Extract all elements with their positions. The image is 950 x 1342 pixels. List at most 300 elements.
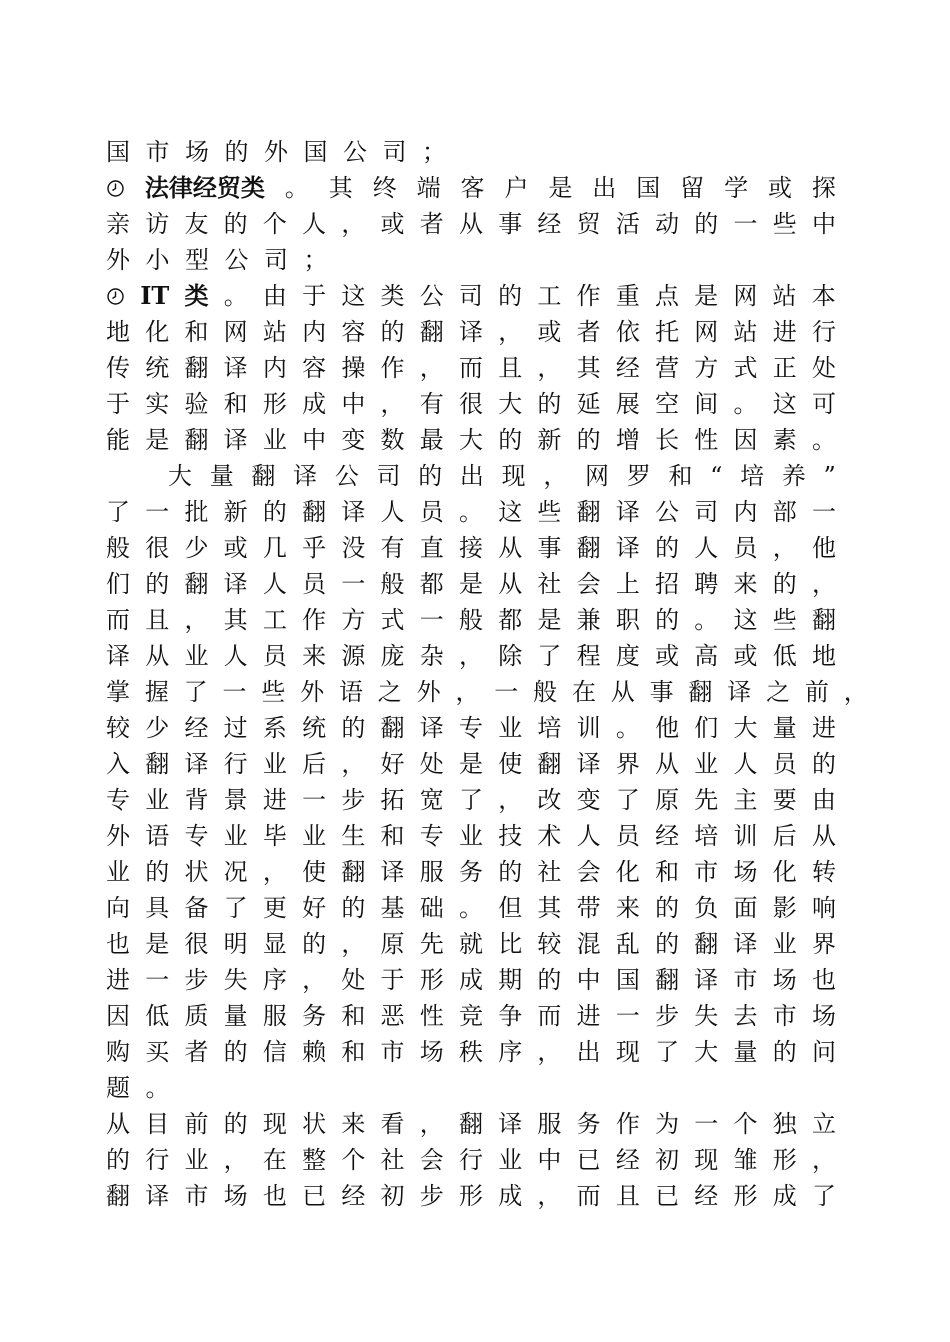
text-char: 量 xyxy=(733,1038,758,1066)
text-char: 也 xyxy=(106,930,130,958)
text-char: 场 xyxy=(223,1182,248,1210)
text-char: 大 xyxy=(168,462,192,490)
text-char: 翻 xyxy=(419,318,444,346)
paragraph-line xyxy=(106,422,836,458)
text-char: 是 xyxy=(458,750,483,778)
text-char: 而 xyxy=(106,606,130,634)
text-char: 的 xyxy=(145,570,170,598)
text-char: 翻 xyxy=(251,462,276,490)
text-char: 或 xyxy=(655,642,680,670)
text-char: 业 xyxy=(106,858,130,886)
text-char: 且 xyxy=(615,1182,640,1210)
text-char: 之 xyxy=(766,678,791,706)
text-char: 一 xyxy=(341,570,366,598)
text-char: 长 xyxy=(655,426,680,454)
text-char: 人 xyxy=(223,642,248,670)
text-char: 新 xyxy=(537,426,562,454)
text-char: 作 xyxy=(576,282,601,310)
text-char: 且 xyxy=(145,606,170,634)
text-char: 一 xyxy=(694,1110,719,1138)
text-char: 作 xyxy=(615,1110,640,1138)
text-char: 在 xyxy=(262,1146,287,1174)
text-char: 数 xyxy=(380,426,405,454)
text-char: 网 xyxy=(223,318,248,346)
text-char: 经 xyxy=(341,1182,366,1210)
text-char: 的 xyxy=(537,966,562,994)
text-char: 留 xyxy=(680,174,705,202)
text-char: 经 xyxy=(184,714,209,742)
text-char: 网 xyxy=(585,462,610,490)
text-char: 步 xyxy=(341,786,366,814)
text-char: 中 xyxy=(537,1146,562,1174)
text-char: 几 xyxy=(262,534,287,562)
text-char: ， xyxy=(341,210,366,238)
text-char: 接 xyxy=(458,534,483,562)
text-char: 能 xyxy=(106,426,130,454)
text-char: 展 xyxy=(615,390,640,418)
text-char: 础 xyxy=(419,894,444,922)
text-char: 是 xyxy=(537,606,562,634)
text-char: 也 xyxy=(262,1182,287,1210)
text-char: 步 xyxy=(419,1182,444,1210)
text-char: 是 xyxy=(145,426,170,454)
text-char: ； xyxy=(303,246,328,274)
text-char: 译 xyxy=(498,1110,523,1138)
text-char: 社 xyxy=(537,858,562,886)
text-char: 进 xyxy=(106,966,130,994)
text-char: 活 xyxy=(615,210,640,238)
text-char: 原 xyxy=(380,930,405,958)
text-char: 会 xyxy=(576,858,601,886)
text-char: 一 xyxy=(615,1002,640,1030)
text-char: ， xyxy=(498,318,523,346)
text-char: 站 xyxy=(262,318,287,346)
text-char: 序 xyxy=(498,1038,523,1066)
text-char: ， xyxy=(302,966,327,994)
text-char: 事 xyxy=(498,210,523,238)
text-char: 外 xyxy=(106,822,130,850)
text-char: 有 xyxy=(419,390,444,418)
text-char: 量 xyxy=(772,714,797,742)
paragraph-line xyxy=(106,350,836,386)
paragraph-line xyxy=(106,890,836,926)
text-char: 。 xyxy=(811,426,836,454)
text-char: 译 xyxy=(223,570,248,598)
paragraph-line xyxy=(106,1070,836,1106)
text-char: 术 xyxy=(537,822,562,850)
text-char: ， xyxy=(772,534,797,562)
text-char: 出 xyxy=(576,1038,601,1066)
text-char: 翻 xyxy=(576,534,601,562)
text-char: 都 xyxy=(419,570,444,598)
text-char: 争 xyxy=(498,1002,523,1030)
text-char: 翻 xyxy=(576,498,601,526)
text-char: 一 xyxy=(145,498,170,526)
text-char: 作 xyxy=(302,606,327,634)
text-char: 经 xyxy=(694,1182,719,1210)
clock-icon xyxy=(106,287,125,306)
paragraph-line xyxy=(106,854,836,890)
text-char: 译 xyxy=(419,714,444,742)
text-char: 由 xyxy=(262,282,287,310)
text-char: 。 xyxy=(458,498,483,526)
text-char: 市 xyxy=(184,1182,209,1210)
text-char: 大 xyxy=(458,426,483,454)
text-char: 生 xyxy=(341,822,366,850)
text-char: 直 xyxy=(419,534,444,562)
text-char: 专 xyxy=(106,786,130,814)
text-char: ， xyxy=(455,678,480,706)
text-char: 和 xyxy=(341,1038,366,1066)
text-char: 进 xyxy=(262,786,287,814)
text-char: 上 xyxy=(615,570,640,598)
text-char: 进 xyxy=(576,1002,601,1030)
text-char: 但 xyxy=(498,894,523,922)
text-char: 较 xyxy=(537,930,562,958)
text-char: 般 xyxy=(458,606,483,634)
text-char: 。 xyxy=(615,714,640,742)
text-char: 的 xyxy=(537,390,562,418)
text-char: 了 xyxy=(106,498,130,526)
text-char: 个 xyxy=(341,1146,366,1174)
text-char: ， xyxy=(184,606,209,634)
text-char: 翻 xyxy=(106,1182,130,1210)
clock-icon xyxy=(106,179,125,198)
text-char: 为 xyxy=(655,1110,680,1138)
text-char: 般 xyxy=(106,534,130,562)
text-char: 从 xyxy=(145,642,170,670)
text-char: 端 xyxy=(416,174,441,202)
text-char: 要 xyxy=(772,786,797,814)
text-char: 源 xyxy=(341,642,366,670)
text-char: 变 xyxy=(576,786,601,814)
text-char: 秩 xyxy=(458,1038,483,1066)
text-char: 翻 xyxy=(537,750,562,778)
text-char: 一 xyxy=(494,678,519,706)
text-char: 兼 xyxy=(576,606,601,634)
text-char: 现 xyxy=(694,1146,719,1174)
text-char: 内 xyxy=(262,354,287,382)
text-char: 们 xyxy=(694,714,719,742)
text-char: 来 xyxy=(615,894,640,922)
text-char: 的 xyxy=(106,1146,130,1174)
text-char: 动 xyxy=(655,210,680,238)
text-char: 的 xyxy=(224,138,249,166)
text-char: 且 xyxy=(498,354,523,382)
text-char: 译 xyxy=(341,498,366,526)
text-char: 更 xyxy=(262,894,287,922)
text-char: 形 xyxy=(419,966,444,994)
text-char: 业 xyxy=(498,714,523,742)
text-char: 原 xyxy=(655,786,680,814)
text-char: 中 xyxy=(576,966,601,994)
text-char: 译 xyxy=(145,1182,170,1210)
text-char: 网 xyxy=(733,282,758,310)
text-char: 宽 xyxy=(419,786,444,814)
text-char: 从 xyxy=(106,1110,130,1138)
text-char: 这 xyxy=(498,498,523,526)
text-char: 带 xyxy=(576,894,601,922)
text-char: 访 xyxy=(145,210,170,238)
text-char: 翻 xyxy=(655,966,680,994)
text-char: 具 xyxy=(145,894,170,922)
text-char: 译 xyxy=(727,678,752,706)
text-char: 训 xyxy=(733,822,758,850)
text-char: 翻 xyxy=(184,354,209,382)
text-char: 的 xyxy=(655,534,680,562)
list-item-title-latin: IT xyxy=(140,281,170,310)
text-char: 量 xyxy=(209,462,234,490)
text-char: 已 xyxy=(655,1182,680,1210)
text-char: 这 xyxy=(341,282,366,310)
text-char: 已 xyxy=(302,1182,327,1210)
text-char: 了 xyxy=(537,642,562,670)
text-char: 和 xyxy=(341,1002,366,1030)
text-char: 主 xyxy=(733,786,758,814)
text-char: 和 xyxy=(668,462,693,490)
text-char: 员 xyxy=(733,534,758,562)
text-char: 从 xyxy=(458,210,483,238)
text-char: 方 xyxy=(341,606,366,634)
text-char: 大 xyxy=(694,1038,719,1066)
text-char: 的 xyxy=(262,498,287,526)
text-char: 空 xyxy=(655,390,680,418)
text-char: 延 xyxy=(576,390,601,418)
text-char: 训 xyxy=(576,714,601,742)
text-char: 翻 xyxy=(458,1110,483,1138)
paragraph-line xyxy=(106,134,836,170)
text-char: 员 xyxy=(615,822,640,850)
text-char: 大 xyxy=(498,390,523,418)
paragraph-line xyxy=(106,1178,836,1214)
text-char: 竞 xyxy=(458,1002,483,1030)
text-char: 现 xyxy=(501,462,526,490)
list-item-title-han: 类 xyxy=(184,281,209,310)
text-char: 培 xyxy=(694,822,719,850)
text-char: 化 xyxy=(772,858,797,886)
text-char: 好 xyxy=(302,894,327,922)
text-char: 和 xyxy=(380,822,405,850)
text-char: 贸 xyxy=(576,210,601,238)
text-char: 处 xyxy=(419,750,444,778)
text-char: 批 xyxy=(184,498,209,526)
paragraph-line xyxy=(168,458,836,494)
text-char: 容 xyxy=(302,354,327,382)
text-char: 。 xyxy=(458,894,483,922)
text-char: 这 xyxy=(772,390,797,418)
text-char: 场 xyxy=(733,858,758,886)
text-char: 或 xyxy=(767,174,792,202)
text-char: 正 xyxy=(772,354,797,382)
text-char: 从 xyxy=(610,678,635,706)
text-char: 或 xyxy=(537,318,562,346)
text-char: 专 xyxy=(458,714,483,742)
text-char: ， xyxy=(843,678,868,706)
text-char: 立 xyxy=(811,1110,836,1138)
text-char: 司 xyxy=(264,246,288,274)
text-char: 背 xyxy=(184,786,209,814)
text-char: 少 xyxy=(145,714,170,742)
text-char: 些 xyxy=(537,498,562,526)
text-char: 。 xyxy=(694,606,719,634)
text-char: 之 xyxy=(377,678,402,706)
text-char: 处 xyxy=(341,966,366,994)
text-char: 最 xyxy=(419,426,444,454)
text-char: ， xyxy=(498,786,523,814)
text-char: 负 xyxy=(694,894,719,922)
text-char: 型 xyxy=(185,246,209,274)
text-char: 题 xyxy=(106,1074,130,1102)
text-char: 状 xyxy=(184,858,209,886)
text-char: 化 xyxy=(145,318,170,346)
text-char: ， xyxy=(262,858,287,886)
text-char: 来 xyxy=(341,1110,366,1138)
text-char: 性 xyxy=(694,426,719,454)
text-char: 质 xyxy=(184,1002,209,1030)
text-char: 度 xyxy=(615,642,640,670)
text-char: 业 xyxy=(262,426,287,454)
text-char: 其 xyxy=(223,606,248,634)
text-char: 响 xyxy=(811,894,836,922)
text-char: 其 xyxy=(576,354,601,382)
text-char: 他 xyxy=(655,714,680,742)
text-char: 人 xyxy=(302,210,327,238)
text-char: 翻 xyxy=(380,714,405,742)
text-char: 业 xyxy=(184,1146,209,1174)
text-char: ， xyxy=(537,1038,562,1066)
text-char: 变 xyxy=(341,426,366,454)
text-char: 就 xyxy=(458,930,483,958)
text-char: 除 xyxy=(498,642,523,670)
text-char: 了 xyxy=(655,1038,680,1066)
text-char: 点 xyxy=(654,282,679,310)
text-char: 者 xyxy=(576,318,601,346)
text-char: 司 xyxy=(694,498,719,526)
text-char: 事 xyxy=(537,534,562,562)
text-char: 中 xyxy=(302,426,327,454)
text-char: 者 xyxy=(419,210,444,238)
text-char: ， xyxy=(458,642,483,670)
text-char: 站 xyxy=(733,318,758,346)
text-char: 初 xyxy=(655,1146,680,1174)
text-char: 经 xyxy=(537,210,562,238)
text-char: 译 xyxy=(106,642,130,670)
text-char: 恶 xyxy=(380,1002,405,1030)
text-char: 从 xyxy=(655,750,680,778)
text-char: 显 xyxy=(262,930,287,958)
text-char: 有 xyxy=(380,534,405,562)
text-char: 独 xyxy=(772,1110,797,1138)
text-char: 来 xyxy=(733,570,758,598)
text-char: 序 xyxy=(262,966,287,994)
text-char: 员 xyxy=(302,570,327,598)
paragraph-line xyxy=(106,818,836,854)
text-char: 。 xyxy=(223,282,248,310)
text-char: 司 xyxy=(458,282,483,310)
text-char: 问 xyxy=(811,1038,836,1066)
text-char: 容 xyxy=(341,318,366,346)
text-char: 界 xyxy=(615,750,640,778)
text-char: 事 xyxy=(649,678,674,706)
text-char: 译 xyxy=(223,426,248,454)
text-char: 高 xyxy=(694,642,719,670)
text-char: 业 xyxy=(223,822,248,850)
text-char: 从 xyxy=(811,822,836,850)
paragraph-line xyxy=(106,206,836,242)
text-char: 低 xyxy=(772,642,797,670)
text-char: 而 xyxy=(576,1182,601,1210)
text-char: 素 xyxy=(772,426,797,454)
text-char: 去 xyxy=(733,1002,758,1030)
text-char: 人 xyxy=(733,750,758,778)
text-char: 译 xyxy=(694,966,719,994)
text-char: 雏 xyxy=(733,1146,758,1174)
text-char: 国 xyxy=(636,174,661,202)
list-item-title xyxy=(145,170,265,206)
text-char: 译 xyxy=(458,318,483,346)
text-char: 先 xyxy=(694,786,719,814)
text-char: 友 xyxy=(184,210,209,238)
text-char: 招 xyxy=(655,570,680,598)
text-char: 出 xyxy=(459,462,484,490)
text-char: 一 xyxy=(419,606,444,634)
text-char: 经 xyxy=(655,822,680,850)
text-char: 行 xyxy=(145,1146,170,1174)
text-char: 大 xyxy=(733,714,758,742)
text-char: 营 xyxy=(655,354,680,382)
text-char: 市 xyxy=(772,1002,797,1030)
paragraph-line xyxy=(106,386,836,422)
text-char: 失 xyxy=(223,966,248,994)
text-char: 的 xyxy=(576,426,601,454)
text-char: 实 xyxy=(145,390,170,418)
text-char: 员 xyxy=(419,498,444,526)
text-char: 是 xyxy=(145,930,170,958)
text-char: 了 xyxy=(615,786,640,814)
text-char: 的 xyxy=(694,210,719,238)
text-char: 和 xyxy=(223,390,248,418)
text-char: 形 xyxy=(772,1146,797,1174)
text-char: 地 xyxy=(106,318,130,346)
text-char: 者 xyxy=(184,1038,209,1066)
text-char: 新 xyxy=(223,498,248,526)
text-char: 工 xyxy=(537,282,562,310)
text-char: 的 xyxy=(418,462,443,490)
text-char: 会 xyxy=(419,1146,444,1174)
text-char: 业 xyxy=(184,642,209,670)
text-char: 改 xyxy=(537,786,562,814)
text-char: 内 xyxy=(733,498,758,526)
text-char: 个 xyxy=(262,210,287,238)
text-char: 聘 xyxy=(694,570,719,598)
text-char: 场 xyxy=(811,1002,836,1030)
text-char: ” xyxy=(823,462,836,490)
text-char: 国 xyxy=(615,966,640,994)
text-char: 员 xyxy=(772,750,797,778)
text-char: 或 xyxy=(380,210,405,238)
text-char: 界 xyxy=(811,930,836,958)
text-char: 业 xyxy=(458,822,483,850)
text-char: 已 xyxy=(576,1146,601,1174)
text-char: 学 xyxy=(724,174,749,202)
text-char: 探 xyxy=(811,174,836,202)
text-char: 重 xyxy=(615,282,640,310)
paragraph-line xyxy=(106,926,836,962)
text-char: ， xyxy=(341,930,366,958)
text-char: 操 xyxy=(341,354,366,382)
text-char: 专 xyxy=(184,822,209,850)
text-char: 养 xyxy=(781,462,806,490)
